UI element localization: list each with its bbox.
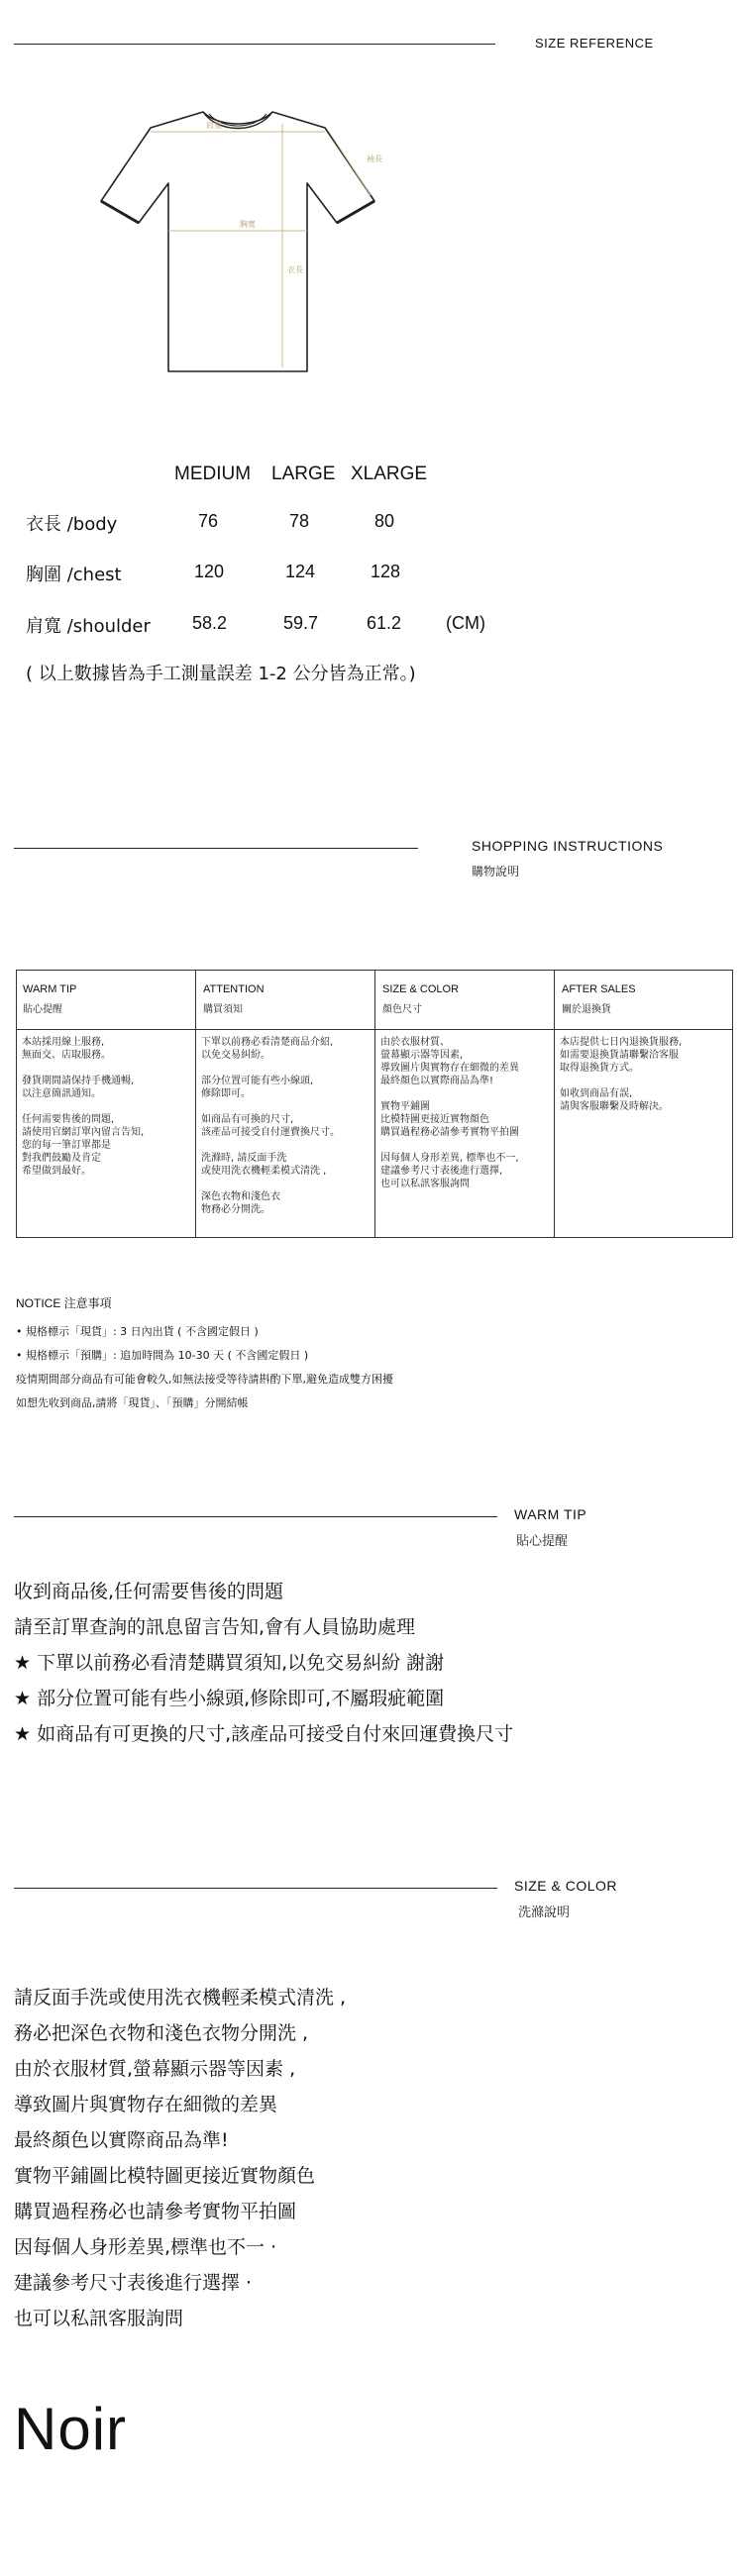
notice-title: NOTICE 注意事項 [16, 1296, 112, 1310]
warm-tip-line: 收到商品後,任何需要售後的問題 [14, 1581, 284, 1602]
size-row-shoulder-label: 肩寬 /shoulder [26, 616, 151, 637]
table-head-after-sales-zh: 關於退換貨 [562, 1004, 611, 1015]
warm-tip-line: ★ 部分位置可能有些小線頭,修除即可,不屬瑕疵範圍 [14, 1688, 445, 1709]
table-head-attention: ATTENTION [203, 983, 265, 995]
notice-line: 疫情期間部分商品有可能會較久,如無法接受等待請斟酌下單,避免造成雙方困擾 [16, 1373, 393, 1386]
size-row-chest-label: 胸圍 /chest [26, 565, 122, 585]
size-reference-rule [14, 44, 495, 45]
size-cell: 59.7 [283, 613, 319, 633]
size-col-xlarge: XLARGE [351, 464, 428, 484]
shopping-rule [14, 848, 418, 849]
size-color-title-zh: 洗滌說明 [518, 1906, 571, 1920]
chest-label: 胸寬 [240, 220, 256, 229]
size-row-body-label: 衣長 /body [26, 514, 118, 535]
size-color-line: 也可以私訊客服詢問 [14, 2308, 184, 2329]
shoulder-label: 肩寬 [206, 121, 222, 130]
size-note: ( 以上數據皆為手工測量誤差 1-2 公分皆為正常。) [26, 664, 416, 684]
size-cell: 76 [198, 511, 219, 531]
warm-tip-title-en: WARM TIP [514, 1506, 587, 1522]
table-head-attention-zh: 購買須知 [203, 1004, 243, 1015]
size-unit: (CM) [446, 613, 485, 633]
size-color-line: 因每個人身形差異,標準也不一 · [14, 2236, 277, 2258]
notice-line: • 規格標示「現貨」: 3 日內出貨 ( 不含國定假日 ) [16, 1325, 259, 1338]
table-cell-attention: 下單以前務必看清楚商品介紹, 以免交易糾紛。 部分位置可能有些小線頭, 修除即可。 如商品有可換的尺寸, 該產品可接受自付運費換尺寸。 洗滌時, 請反面手洗 或使用洗衣機輕柔模式清洗 , 深色衣物和淺色衣 物務必分開洗。 [201, 1037, 340, 1215]
size-color-line: 購買過程務必也請參考實物平拍圖 [14, 2201, 297, 2222]
size-color-rule [14, 1888, 497, 1889]
shopping-table [16, 970, 733, 1238]
table-col-divider [374, 971, 375, 1237]
sleeve-label: 袖長 [367, 155, 382, 163]
body-label: 衣長 [287, 265, 303, 274]
warm-tip-rule [14, 1516, 497, 1517]
warm-tip-title-zh: 貼心提醒 [516, 1534, 569, 1549]
size-color-title-en: SIZE & COLOR [514, 1878, 618, 1894]
size-cell: 128 [371, 562, 401, 581]
size-color-line: 最終顏色以實際商品為準! [14, 2129, 229, 2151]
size-cell: 78 [289, 511, 310, 531]
size-color-line: 導致圖片與實物存在細微的差異 [14, 2094, 278, 2115]
tshirt-outline [101, 112, 374, 371]
table-head-size-color: SIZE & COLOR [382, 983, 460, 995]
size-color-line: 建議參考尺寸表後進行選擇 · [14, 2272, 253, 2294]
size-col-medium: MEDIUM [174, 464, 252, 484]
size-color-line: 實物平鋪圖比模特圖更接近實物顏色 [14, 2165, 316, 2187]
table-head-size-color-zh: 顏色尺寸 [382, 1004, 422, 1015]
table-cell-warm-tip: 本站採用線上服務, 無面交、店取服務。 發貨期間請保持手機通暢, 以注意簡訊通知。 任何需要售後的問題, 請使用官網訂單內留言告知, 您的每一筆訂單都是 對我們鼓勵及肯定 希望做到最好。 [22, 1037, 145, 1177]
tshirt-diagram [69, 84, 411, 381]
size-reference-title: SIZE REFERENCE [535, 36, 654, 51]
table-head-warm-tip: WARM TIP [23, 983, 77, 995]
warm-tip-line: ★ 下單以前務必看清楚購買須知,以免交易糾紛 謝謝 [14, 1652, 445, 1674]
shopping-title-zh: 購物說明 [472, 865, 520, 878]
table-col-divider [195, 971, 196, 1237]
table-cell-size-color: 由於衣服材質、 螢幕顯示器等因素, 導致圖片與實物存在細微的差異 最終顏色以實際商品為準! 實物平鋪圖 比模特圖更接近實物顏色 購買過程務必請參考實物平拍圖 因每個人身形差異, 標準也不一, 建議參考尺寸表後進行選擇, 也可以私訊客服詢問 [380, 1037, 519, 1189]
notice-line: • 規格標示「預購」: 追加時間為 10-30 天 ( 不含國定假日 ) [16, 1349, 309, 1362]
size-cell: 61.2 [367, 613, 402, 633]
size-color-line: 務必把深色衣物和淺色衣物分開洗 , [14, 2022, 309, 2044]
size-color-line: 請反面手洗或使用洗衣機輕柔模式清洗 , [14, 1987, 347, 2009]
table-col-divider [554, 971, 555, 1237]
brand-logo: Noir [14, 2396, 128, 2462]
size-cell: 124 [285, 562, 316, 581]
table-head-after-sales: AFTER SALES [562, 983, 636, 995]
size-col-large: LARGE [271, 464, 336, 484]
warm-tip-line: 請至訂單查詢的訊息留言告知,會有人員協助處理 [14, 1616, 416, 1638]
table-cell-after-sales: 本店提供七日內退換貨服務, 如需要退換貨請聯繫洽客服 取得退換貨方式。 如收到商品有誤, 請與客服聯繫及時解決。 [560, 1037, 683, 1112]
shopping-title-en: SHOPPING INSTRUCTIONS [472, 838, 664, 854]
size-cell: 120 [194, 562, 225, 581]
size-cell: 80 [374, 511, 395, 531]
size-cell: 58.2 [192, 613, 228, 633]
size-color-line: 由於衣服材質,螢幕顯示器等因素 , [14, 2058, 296, 2080]
table-head-warm-tip-zh: 貼心提醒 [23, 1004, 62, 1015]
notice-line: 如想先收到商品,請將「現貨」、「預購」分開結帳 [16, 1396, 249, 1409]
warm-tip-line: ★ 如商品有可更換的尺寸,該產品可接受自付來回運費換尺寸 [14, 1723, 514, 1745]
